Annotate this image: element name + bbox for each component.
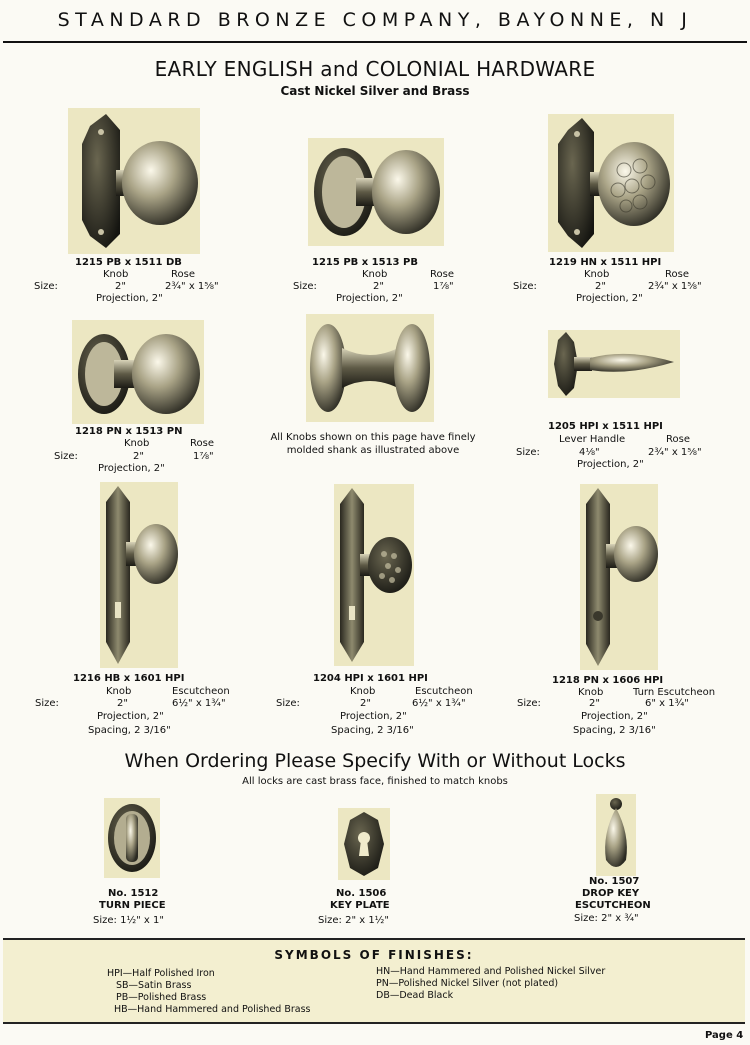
escutcheon-knob-illustration <box>100 482 178 668</box>
finish-item: PN—Polished Nickel Silver (not plated) <box>376 978 559 989</box>
photo-knob-1218-1513 <box>72 320 204 424</box>
item-code: 1215 PB x 1511 DB <box>75 257 182 268</box>
item-code: 1204 HPI x 1601 HPI <box>313 673 428 684</box>
finish-item: PB—Polished Brass <box>116 992 207 1003</box>
item-code: 1215 PB x 1513 PB <box>312 257 418 268</box>
size-value: 2¾" x 1⅝" <box>648 281 702 292</box>
photo-drop-escutcheon <box>596 794 636 876</box>
size-label: Size: <box>35 698 59 709</box>
size-value: 2" <box>589 698 600 709</box>
lock-size: Size: 2" x ¾" <box>574 913 639 924</box>
col-label: Knob <box>578 687 604 698</box>
col-label: Rose <box>190 438 214 449</box>
projection: Projection, 2" <box>340 711 407 722</box>
key-plate-illustration <box>338 808 390 880</box>
photo-escutcheon-1218 <box>580 484 658 670</box>
projection: Projection, 2" <box>98 463 165 474</box>
page-number: Page 4 <box>705 1030 744 1041</box>
drop-key-escutcheon-illustration <box>596 794 636 876</box>
size-value: 2¾" x 1⅝" <box>165 281 219 292</box>
lock-number: No. 1512 <box>108 888 159 899</box>
col-label: Knob <box>106 686 132 697</box>
shank-note: All Knobs shown on this page have finely molded shank as illustrated above <box>270 432 476 456</box>
lock-name: TURN PIECE <box>99 900 166 911</box>
col-label: Lever Handle <box>559 434 626 445</box>
col-label: Escutcheon <box>415 686 473 697</box>
size-value: 2" <box>115 281 126 292</box>
size-value: 2¾" x 1⅝" <box>648 447 702 458</box>
photo-escutcheon-1216 <box>100 482 178 668</box>
photo-knob-1215-1513 <box>308 138 444 246</box>
photo-knob-1215-1511 <box>68 108 200 254</box>
size-value: 2" <box>117 698 128 709</box>
col-label: Rose <box>171 269 195 280</box>
col-label: Knob <box>362 269 388 280</box>
size-value: 2" <box>360 698 371 709</box>
photo-lever-1205 <box>548 330 680 398</box>
size-value: 6½" x 1¾" <box>172 698 226 709</box>
size-label: Size: <box>34 281 58 292</box>
finishes-title: SYMBOLS OF FINISHES: <box>274 948 474 962</box>
size-label: Size: <box>276 698 300 709</box>
size-value: 2" <box>595 281 606 292</box>
col-label: Knob <box>124 438 150 449</box>
knob-round-rose-illustration <box>72 320 204 424</box>
ordering-title: When Ordering Please Specify With or Without Locks <box>124 750 626 772</box>
finishes-panel <box>3 938 745 1024</box>
photo-escutcheon-1204 <box>334 484 414 666</box>
size-label: Size: <box>516 447 540 458</box>
photo-key-plate <box>338 808 390 880</box>
lock-number: No. 1507 <box>589 876 640 887</box>
col-label: Rose <box>665 269 689 280</box>
finish-item: HB—Hand Hammered and Polished Brass <box>114 1004 311 1015</box>
projection: Projection, 2" <box>97 711 164 722</box>
hammered-knob-illustration <box>548 114 674 252</box>
photo-shank-knobs <box>306 314 434 422</box>
finish-item: DB—Dead Black <box>376 990 454 1001</box>
lever-handle-illustration <box>548 330 680 398</box>
double-knob-shank-illustration <box>306 314 434 422</box>
item-code: 1216 HB x 1601 HPI <box>73 673 185 684</box>
photo-knob-1219-1511 <box>548 114 674 252</box>
projection: Projection, 2" <box>581 711 648 722</box>
spacing: Spacing, 2 3/16" <box>331 725 414 736</box>
size-label: Size: <box>54 451 78 462</box>
spacing: Spacing, 2 3/16" <box>573 725 656 736</box>
size-value: 2" <box>373 281 384 292</box>
col-label: Rose <box>666 434 690 445</box>
size-value: 1⅞" <box>193 451 214 462</box>
col-label: Knob <box>103 269 129 280</box>
col-label: Knob <box>350 686 376 697</box>
knob-round-rose-illustration <box>308 138 444 246</box>
escutcheon-hammered-knob-illustration <box>334 484 414 666</box>
knob-rose-illustration <box>68 108 200 254</box>
lock-name-line2: ESCUTCHEON <box>575 900 651 911</box>
col-label: Escutcheon <box>172 686 230 697</box>
size-value: 1⅞" <box>433 281 454 292</box>
lock-number: No. 1506 <box>336 888 387 899</box>
lock-size: Size: 1½" x 1" <box>93 915 164 926</box>
size-value: 6" x 1¾" <box>645 698 689 709</box>
projection: Projection, 2" <box>336 293 403 304</box>
turn-escutcheon-knob-illustration <box>580 484 658 670</box>
ordering-subtitle: All locks are cast brass face, finished to match knobs <box>242 776 508 787</box>
col-label: Turn Escutcheon <box>633 687 716 698</box>
item-code: 1219 HN x 1511 HPI <box>549 257 662 268</box>
finish-item: HN—Hand Hammered and Polished Nickel Silver <box>376 966 606 977</box>
finish-item: SB—Satin Brass <box>116 980 192 991</box>
photo-turn-piece <box>104 798 160 878</box>
page-subtitle: Cast Nickel Silver and Brass <box>280 84 470 98</box>
header-rule <box>3 41 747 43</box>
col-label: Rose <box>430 269 454 280</box>
item-code: 1205 HPI x 1511 HPI <box>548 421 663 432</box>
item-code: 1218 PN x 1513 PN <box>75 426 183 437</box>
col-label: Knob <box>584 269 610 280</box>
projection: Projection, 2" <box>96 293 163 304</box>
lock-size: Size: 2" x 1½" <box>318 915 389 926</box>
turn-piece-illustration <box>104 798 160 878</box>
page-header <box>0 0 750 42</box>
size-label: Size: <box>293 281 317 292</box>
projection: Projection, 2" <box>577 459 644 470</box>
size-label: Size: <box>513 281 537 292</box>
page-title: EARLY ENGLISH and COLONIAL HARDWARE <box>154 57 596 81</box>
size-value: 2" <box>133 451 144 462</box>
size-value: 6½" x 1¾" <box>412 698 466 709</box>
lock-name: KEY PLATE <box>330 900 390 911</box>
size-value: 4⅛" <box>579 447 600 458</box>
item-code: 1218 PN x 1606 HPI <box>552 675 664 686</box>
finish-item: HPI—Half Polished Iron <box>107 968 215 979</box>
header-text: STANDARD BRONZE COMPANY, BAYONNE, N J <box>57 9 693 31</box>
size-label: Size: <box>517 698 541 709</box>
spacing: Spacing, 2 3/16" <box>88 725 171 736</box>
projection: Projection, 2" <box>576 293 643 304</box>
lock-name: DROP KEY <box>582 888 640 899</box>
